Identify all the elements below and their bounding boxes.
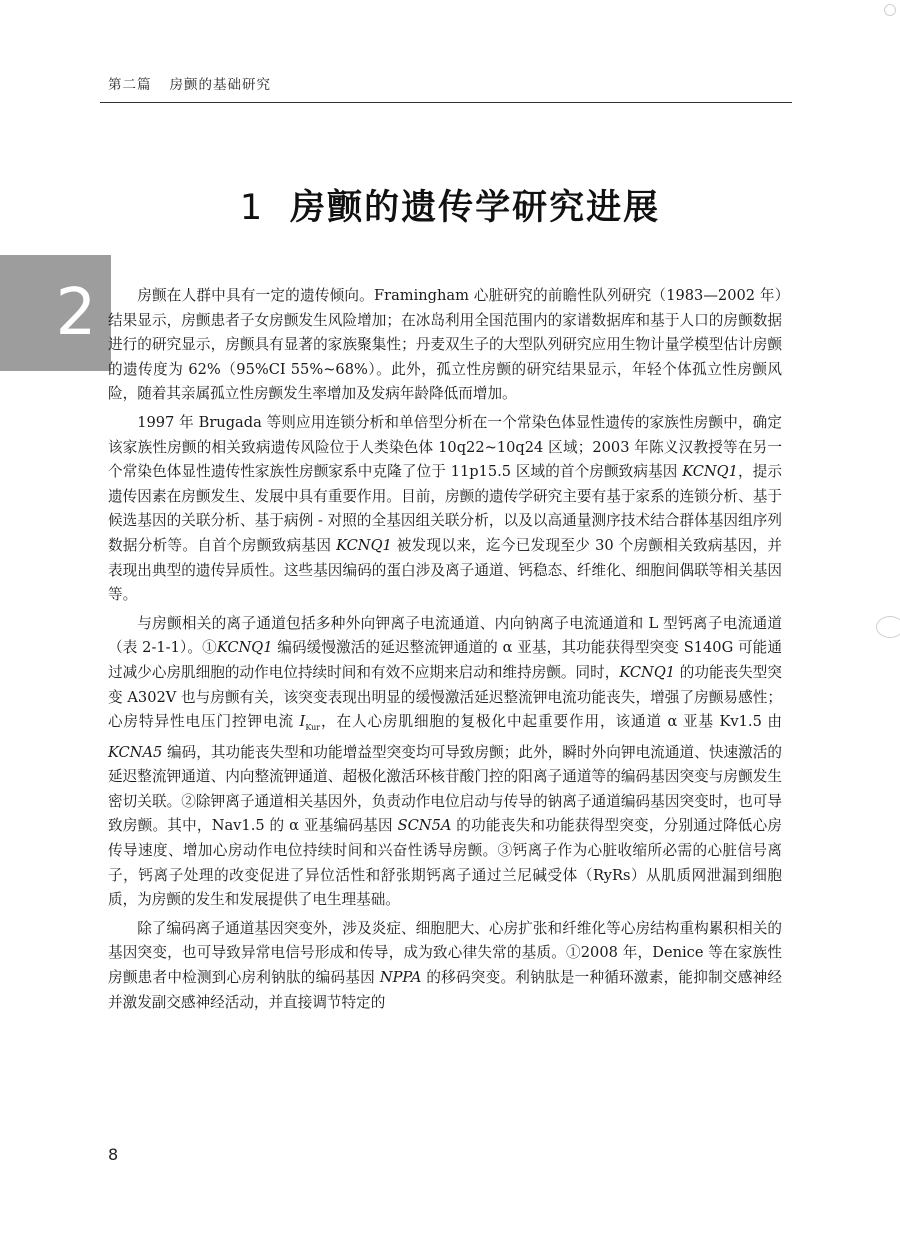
watermark-seal [876,616,900,638]
text-run: ，在人心房肌细胞的复极化中起重要作用，该通道 α 亚基 Kv1.5 由 [320,713,782,731]
gene-name: NPPA [379,968,422,986]
text-run: 编码缓慢激活的延迟整流钾通道的 α 亚基，其功能获得型突变 S140G 可能通过减少心房肌细胞的动作电位持续时间和有效不应期来启动和维持房颤。同时， [108,639,782,681]
chapter-number: 1 [239,188,265,228]
part-side-tab [0,255,111,371]
body-text [108,284,782,1019]
paragraph-1: 房颤在人群中具有一定的遗传倾向。Framingham 心脏研究的前瞻性队列研究（1983—2002 年）结果显示，房颤患者子女房颤发生风险增加；在冰岛利用全国范围内的家谱数据库和基于人口的房颤数据进行的研究显示，房颤具有显著的家族聚集性；丹麦双生子的大型队列研究应用生物计量学模型估计房颤的遗传度为 62%（95%CI 55%~68%）。此外，孤立性房颤的研究结果显示，年轻个体孤立性房颤风险，随着其亲属孤立性房颤发生率增加及发病年龄降低而增加。 [108,287,782,403]
text-run: 1997 年 Brugada 等则应用连锁分析和单倍型分析在一个常染色体显性遗传的家族性房颤中，确定该家族性房颤的相关致病遗传风险位于人类染色体 10q22~10q24 区域；2003 年陈义汉教授等在另一个常染色体显性遗传性家族性房颤家系中克隆了位于 11p15.5 区域的首个房颤致病基因 [108,413,782,481]
text-run: 与房颤相关的离子通道包括多种外向钾离子电流通道、内向钠离子电流通道和 L 型钙离子电流通道（表 2-1-1）。① [108,614,782,657]
header-rule [100,102,792,103]
chapter-heading [0,180,900,230]
gene-name: KCNQ1 [216,639,273,657]
text-run: 编码，其功能丧失型和功能增益型突变均可导致房颤；此外，瞬时外向钾电流通道、快速激活的延迟整流钾通道、内向整流钾通道、超极化激活环核苷酸门控的阳离子通道等的编码基因突变与房颤发生密切关联。②除钾离子通道相关基因外，负责动作电位启动与传导的钠离子通道编码基因突变时，也可导致房颤。其中，Nav1.5 的 α 亚基编码基因 [108,743,782,835]
text-run: 被发现以来，迄今已发现至少 30 个房颤相关致病基因，并表现出典型的遗传异质性。这些基因编码的蛋白涉及离子通道、钙稳态、纤维化、细胞间偶联等相关基因等。 [108,536,782,604]
gene-name: KCNA5 [108,743,163,761]
gene-name: SCN5A [397,817,452,835]
text-run: 除了编码离子通道基因突变外，涉及炎症、细胞肥大、心房扩张和纤维化等心房结构重构累积相关的基因突变，也可导致异常电信号形成和传导，成为致心律失常的基质。①2008 年，Denice 等在家族性房颤患者中检测到心房利钠肽的编码基因 [108,919,782,986]
paragraph-3 [108,612,782,913]
paragraph-2 [108,411,782,608]
gene-name: KCNQ1 [682,463,738,481]
text-run: 的功能丧失和功能获得型突变，分别通过降低心房传导速度、增加心房动作电位持续时间和兴奋性诱导房颤。③钙离子作为心脏收缩所必需的心脏信号离子，钙离子处理的改变促进了异位活性和舒张期钙离子通过兰尼碱受体（RyRs）从肌质网泄漏到细胞质，为房颤的发生和发展提供了电生理基础。 [108,817,782,909]
chapter-title: 房颤的遗传学研究进展 [290,188,661,228]
current-symbol: I [299,713,306,731]
page-number: 8 [108,1145,119,1164]
text-run: ，提示遗传因素在房颤发生、发展中具有重要作用。目前，房颤的遗传学研究主要有基于家系的连锁分析、基于候选基因的关联分析、基于病例 - 对照的全基因组关联分析，以及以高通量测序技术结合群体基因组序列数据分析等。自首个房颤致病基因 [108,463,782,554]
header-title: 房颤的基础研究 [169,77,271,93]
paragraph-4 [108,917,782,1015]
gene-name: KCNQ1 [336,536,392,554]
running-header [108,73,271,93]
text-run: 的移码突变。利钠肽是一种循环激素，能抑制交感神经并激发副交感神经活动，并直接调节特定的 [108,968,782,1011]
part-side-tab-label: 2 [55,276,97,350]
header-part: 第二篇 [108,77,152,93]
text-run: 的功能丧失型突变 A302V 也与房颤有关，该突变表现出明显的缓慢激活延迟整流钾电流功能丧失，增强了房颤易感性；心房特异性电压门控钾电流 [108,663,782,731]
gene-name: KCNQ1 [619,663,676,681]
corner-registration-mark [884,4,896,16]
current-subscript: Kur [305,723,321,732]
